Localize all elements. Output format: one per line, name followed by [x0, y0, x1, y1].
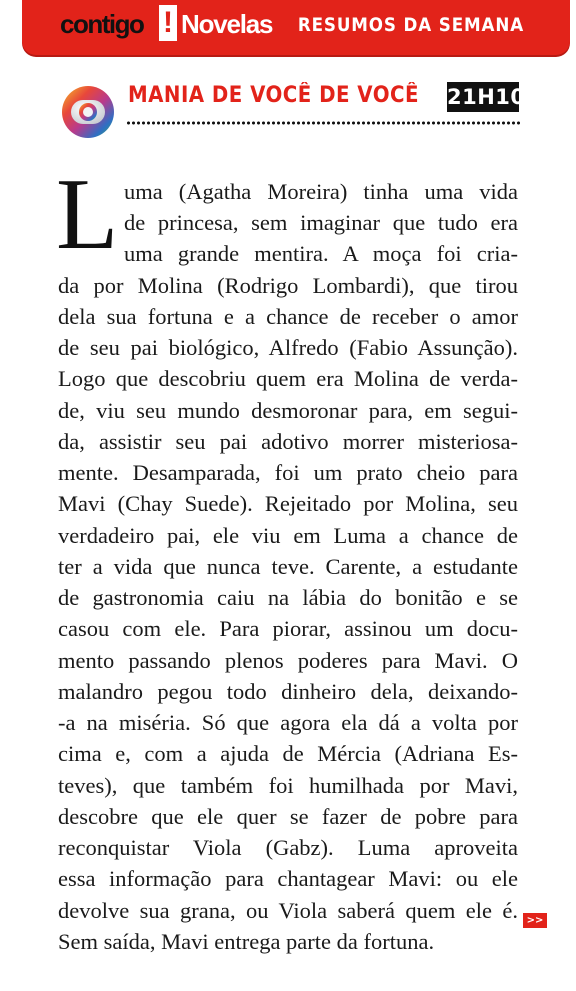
article-line: da, assistir seu pai adotivo morrer misteriosa-: [58, 429, 518, 454]
article-line: -a na miséria. Só que agora ela dá a volta por: [58, 710, 518, 735]
article-line: devolve sua grana, ou Viola saberá quem ele é.: [58, 898, 518, 923]
article-line: Logo que descobriu quem era Molina de verda-: [58, 366, 518, 391]
section-label: RESUMOS DA SEMANA: [297, 14, 524, 36]
brand-logo-subtitle: Novelas: [181, 9, 273, 39]
article-line: ter a vida que nunca teve. Carente, a estudante: [58, 554, 518, 579]
article-line: de princesa, sem imaginar que tudo era: [124, 210, 518, 235]
article-line: dela sua fortuna e a chance de receber o amor: [58, 304, 518, 329]
header-bar: [22, 0, 570, 55]
brand-logo-word: contigo: [60, 9, 144, 39]
article-line: uma grande mentira. A moça foi cria-: [124, 241, 518, 266]
globo-logo-icon: [60, 84, 116, 140]
article-line: essa informação para chantagear Mavi: ou ele: [58, 866, 518, 891]
dotted-divider: [126, 121, 521, 125]
article-line: reconquistar Viola (Gabz). Luma aproveita: [58, 835, 518, 860]
article-line: mento passando plenos poderes para Mavi. O: [58, 648, 518, 673]
article-line-last: Sem saída, Mavi entrega parte da fortuna.: [58, 929, 435, 954]
dropcap-letter: L: [56, 158, 119, 271]
article-line: de gastronomia caiu na lábia do bonitão e se: [58, 585, 518, 610]
article-line: verdadeiro pai, ele viu em Luma a chance de: [58, 523, 518, 548]
time-badge: 21H10: [447, 82, 519, 112]
show-title: MANIA DE VOCÊ DE VOCÊ: [128, 83, 419, 108]
article-line: casou com ele. Para piorar, assinou um docu-: [58, 616, 518, 641]
article-line: teves), que também foi humilhada por Mavi,: [58, 773, 518, 798]
article-line: uma (Agatha Moreira) tinha uma vida: [124, 179, 518, 204]
article-line: cima e, com a ajuda de Mércia (Adriana Es-: [58, 741, 518, 766]
brand-logo-mark: !: [159, 5, 177, 41]
article-line: descobre que ele quer se fazer de pobre para: [58, 804, 518, 829]
article-line: da por Molina (Rodrigo Lombardi), que tirou: [58, 273, 518, 298]
article-line: de, viu seu mundo desmoronar para, em segui-: [58, 398, 518, 423]
article-line: de seu pai biológico, Alfredo (Fabio Assunção).: [58, 335, 518, 360]
article-line: mente. Desamparada, foi um prato cheio para: [58, 460, 518, 485]
article-line: Mavi (Chay Suede). Rejeitado por Molina, seu: [58, 491, 518, 516]
next-page-arrow-icon[interactable]: >>: [523, 913, 547, 928]
article-line: malandro pegou todo dinheiro dela, deixando-: [58, 679, 518, 704]
